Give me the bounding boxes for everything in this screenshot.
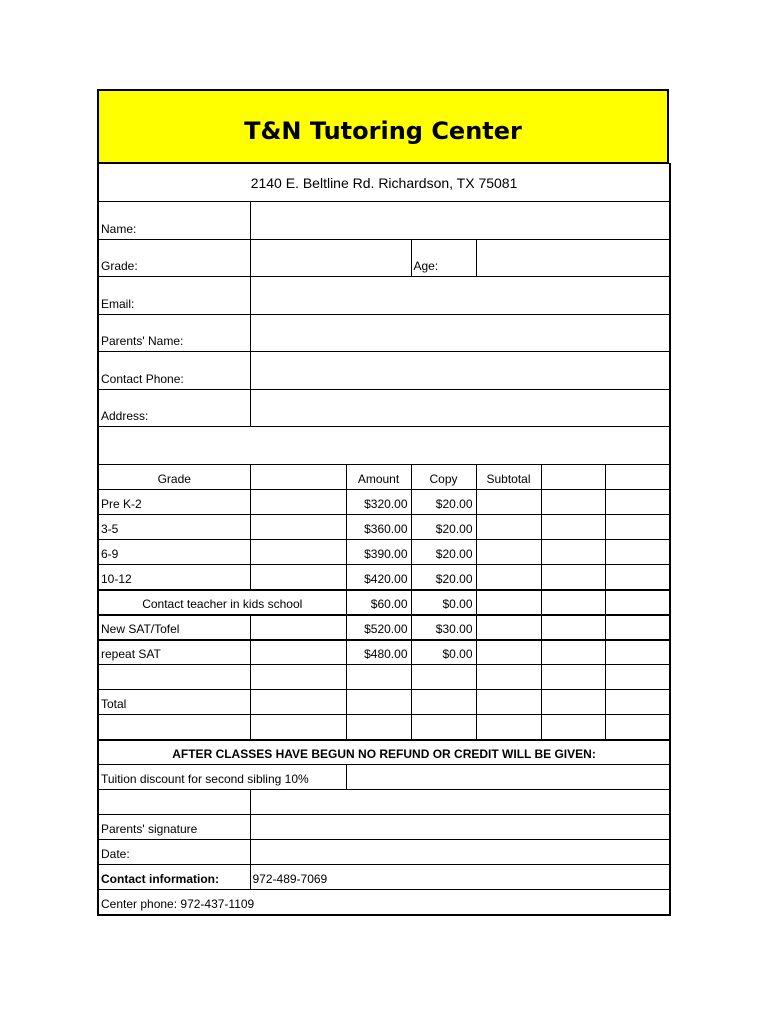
fee-copy: $0.00 bbox=[411, 590, 476, 615]
fee-cell bbox=[250, 565, 346, 590]
total-subtotal[interactable] bbox=[476, 690, 541, 715]
fee-grade: 3-5 bbox=[98, 515, 250, 540]
fee-header-copy: Copy bbox=[411, 465, 476, 490]
fee-cell bbox=[541, 590, 605, 615]
total-amount[interactable] bbox=[346, 690, 411, 715]
fee-cell bbox=[541, 490, 605, 515]
fee-subtotal[interactable] bbox=[476, 640, 541, 665]
center-address: 2140 E. Beltline Rd. Richardson, TX 75081 bbox=[98, 164, 670, 202]
registration-form bbox=[97, 89, 669, 916]
blank-cell bbox=[250, 790, 670, 815]
fee-header-blank bbox=[605, 465, 670, 490]
date-label: Date: bbox=[98, 840, 250, 865]
title-banner bbox=[97, 89, 669, 163]
fee-header-amount: Amount bbox=[346, 465, 411, 490]
fee-cell bbox=[605, 540, 670, 565]
refund-notice: AFTER CLASSES HAVE BEGUN NO REFUND OR CREDIT WILL BE GIVEN: bbox=[98, 740, 670, 765]
name-field[interactable] bbox=[250, 202, 670, 240]
fee-amount: $360.00 bbox=[346, 515, 411, 540]
contact-info-value: 972-489-7069 bbox=[250, 865, 670, 890]
age-field[interactable] bbox=[476, 240, 670, 277]
fee-cell bbox=[346, 665, 411, 690]
fee-amount: $60.00 bbox=[346, 590, 411, 615]
fee-row bbox=[98, 565, 670, 590]
email-field[interactable] bbox=[250, 277, 670, 315]
center-phone: Center phone: 972-437-1109 bbox=[98, 890, 670, 915]
form-title: T&N Tutoring Center bbox=[244, 116, 522, 145]
fee-cell bbox=[541, 690, 605, 715]
address-label: Address: bbox=[98, 390, 250, 427]
address-field[interactable] bbox=[250, 390, 670, 427]
fee-grade: 10-12 bbox=[98, 565, 250, 590]
fee-amount: $480.00 bbox=[346, 640, 411, 665]
fee-cell bbox=[250, 690, 346, 715]
grade-field[interactable] bbox=[250, 240, 411, 277]
fee-header-blank bbox=[541, 465, 605, 490]
fee-row bbox=[98, 590, 670, 615]
total-label: Total bbox=[98, 690, 250, 715]
parents-name-field[interactable] bbox=[250, 315, 670, 352]
fee-subtotal[interactable] bbox=[476, 615, 541, 640]
fee-grade: Pre K-2 bbox=[98, 490, 250, 515]
fee-cell bbox=[541, 515, 605, 540]
fee-cell bbox=[541, 665, 605, 690]
fee-cell bbox=[250, 665, 346, 690]
fee-grade: Contact teacher in kids school bbox=[98, 590, 346, 615]
fee-amount: $390.00 bbox=[346, 540, 411, 565]
fee-header-blank bbox=[250, 465, 346, 490]
registration-table bbox=[97, 163, 671, 916]
parents-name-label: Parents' Name: bbox=[98, 315, 250, 352]
fee-cell bbox=[250, 715, 346, 740]
fee-subtotal[interactable] bbox=[476, 565, 541, 590]
fee-cell bbox=[605, 590, 670, 615]
fee-cell bbox=[98, 665, 250, 690]
fee-cell bbox=[541, 565, 605, 590]
fee-cell bbox=[541, 615, 605, 640]
fee-row bbox=[98, 615, 670, 640]
fee-header-grade: Grade bbox=[98, 465, 250, 490]
fee-subtotal[interactable] bbox=[476, 540, 541, 565]
contact-phone-field[interactable] bbox=[250, 352, 670, 390]
age-label: Age: bbox=[411, 240, 476, 277]
fee-copy: $20.00 bbox=[411, 540, 476, 565]
fee-cell bbox=[250, 615, 346, 640]
fee-cell bbox=[250, 640, 346, 665]
contact-info-label: Contact information: bbox=[98, 865, 250, 890]
fee-cell bbox=[605, 490, 670, 515]
sibling-discount-label: Tuition discount for second sibling 10% bbox=[98, 765, 346, 790]
fee-copy: $20.00 bbox=[411, 515, 476, 540]
fee-row-blank bbox=[98, 715, 670, 740]
fee-amount: $520.00 bbox=[346, 615, 411, 640]
fee-cell bbox=[605, 615, 670, 640]
fee-cell bbox=[541, 715, 605, 740]
fee-cell bbox=[98, 715, 250, 740]
sibling-discount-field[interactable] bbox=[346, 765, 670, 790]
fee-grade: New SAT/Tofel bbox=[98, 615, 250, 640]
email-label: Email: bbox=[98, 277, 250, 315]
fee-grade: 6-9 bbox=[98, 540, 250, 565]
fee-cell bbox=[250, 490, 346, 515]
fee-cell bbox=[541, 640, 605, 665]
fee-grade: repeat SAT bbox=[98, 640, 250, 665]
grade-label: Grade: bbox=[98, 240, 250, 277]
fee-header-subtotal: Subtotal bbox=[476, 465, 541, 490]
fee-cell bbox=[605, 690, 670, 715]
fee-cell bbox=[250, 540, 346, 565]
fee-cell bbox=[605, 715, 670, 740]
total-copy[interactable] bbox=[411, 690, 476, 715]
fee-row bbox=[98, 490, 670, 515]
fee-subtotal[interactable] bbox=[476, 515, 541, 540]
fee-cell bbox=[605, 515, 670, 540]
fee-row bbox=[98, 640, 670, 665]
fee-cell bbox=[476, 715, 541, 740]
fee-copy: $30.00 bbox=[411, 615, 476, 640]
date-field[interactable] bbox=[250, 840, 670, 865]
fee-cell bbox=[605, 565, 670, 590]
fee-copy: $0.00 bbox=[411, 640, 476, 665]
fee-row-blank bbox=[98, 665, 670, 690]
fee-copy: $20.00 bbox=[411, 565, 476, 590]
fee-subtotal[interactable] bbox=[476, 590, 541, 615]
fee-cell bbox=[605, 640, 670, 665]
contact-phone-label: Contact Phone: bbox=[98, 352, 250, 390]
parents-signature-label: Parents' signature bbox=[98, 815, 250, 840]
name-label: Name: bbox=[98, 202, 250, 240]
parents-signature-field[interactable] bbox=[250, 815, 670, 840]
fee-copy: $20.00 bbox=[411, 490, 476, 515]
fee-row bbox=[98, 540, 670, 565]
fee-cell bbox=[541, 540, 605, 565]
fee-amount: $320.00 bbox=[346, 490, 411, 515]
fee-cell bbox=[476, 665, 541, 690]
fee-cell bbox=[250, 515, 346, 540]
fee-cell bbox=[605, 665, 670, 690]
fee-row bbox=[98, 515, 670, 540]
total-row bbox=[98, 690, 670, 715]
fee-amount: $420.00 bbox=[346, 565, 411, 590]
fee-cell bbox=[411, 665, 476, 690]
blank-row bbox=[98, 427, 670, 465]
fee-subtotal[interactable] bbox=[476, 490, 541, 515]
blank-cell bbox=[98, 790, 250, 815]
fee-cell bbox=[411, 715, 476, 740]
fee-cell bbox=[346, 715, 411, 740]
